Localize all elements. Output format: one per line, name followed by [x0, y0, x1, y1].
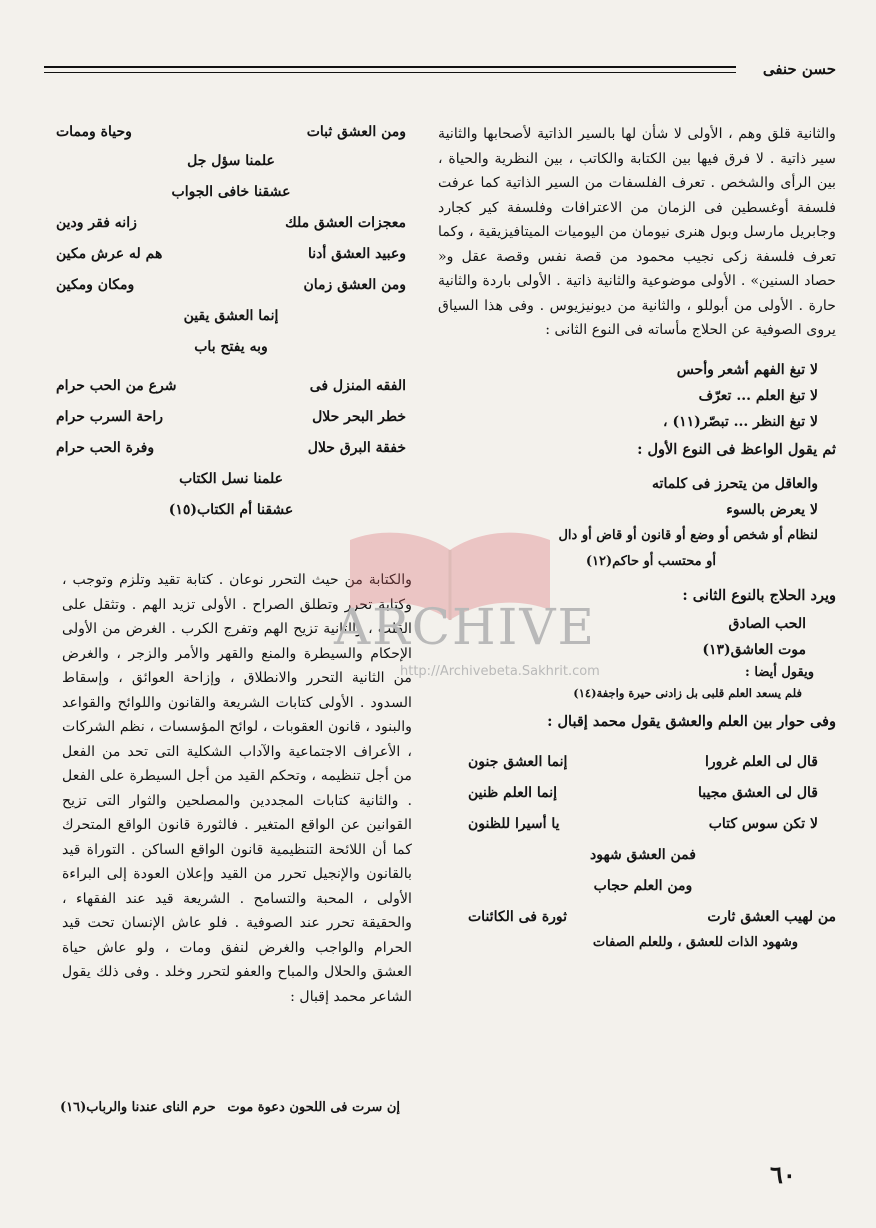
header-rule-thin — [44, 72, 736, 73]
poem-center-line: فمن العشق شهود — [590, 846, 696, 863]
verse-line: لنظام أو شخص أو وضع أو قانون أو قاض أو دال — [558, 527, 818, 543]
poem-hemistich: لا تكن سوس كتاب — [708, 815, 818, 832]
verse-line: لا تبغ الفهم أشعر وأحس — [676, 361, 818, 378]
poem-hemistich: شرع من الحب حرام — [56, 378, 177, 394]
poem-hemistich: حرم الناى عندنا والرباب(١٦) — [60, 1100, 216, 1115]
poem-hemistich: خفقة البرق حلال — [307, 440, 406, 456]
poem-row — [468, 902, 836, 933]
poem-hemistich: الفقه المنزل فى — [309, 378, 406, 394]
iqbal-poem — [438, 747, 836, 953]
poem-row — [56, 402, 406, 433]
right-prose-top: والثانية قلق وهم ، الأولى لا شأن لها بالسير الذاتية لأصحابها والثانية سير ذاتية . لا فرق فيها بين الكتابة والكاتب ، بين النظرية والحياة ، بين الرأى والشخص . تعرف الفلسفات من السير الذاتية كما عرفت فلسفة أوغسطين فى الزمان من الاعترافات وفلسفة كير كجارد وجابريل مارسل وبول هنرى نيومان من اليوميات الميتافيزيقية ، وكما تعرف فلسفة زكى نجيب محمود من قصة نفس وقصة عقل و« حصاد السنين» . الأولى موضوعية والثانية ذاتية . الأولى باردة والثانية حارة . الأولى من أبوللو ، والثانية من ديونيزيوس . وفى هذا السياق يروى الصوفية عن الحلاج مأساته فى النوع الثانى : — [438, 126, 836, 338]
poem-last-line: وشهود الذات للعشق ، وللعلم الصفات — [592, 934, 798, 950]
bottom-verse — [60, 1100, 400, 1115]
verse-block-1 — [438, 357, 836, 435]
poem-hemistich: زانه فقر ودين — [56, 215, 137, 231]
poem-hemistich: خطر البحر حلال — [312, 409, 406, 425]
poem-hemistich: إنما العلم ظنين — [468, 784, 558, 801]
watermark-url: http://Archivebeta.Sakhrit.com — [400, 664, 600, 679]
poem-hemistich: يا أسيرا للظنون — [468, 815, 560, 832]
verse-line: لا تبغ النظر ... تبصّر(١١) ، — [663, 413, 818, 430]
poem-row — [468, 747, 818, 778]
poem-center-line: وبه يفتح باب — [194, 339, 268, 355]
poem-hemistich: وعبيد العشق أدنا — [307, 246, 406, 262]
verse-line: والعاقل من يتحرز فى كلماته — [652, 475, 818, 492]
poem-row — [56, 118, 406, 146]
also-line: ويقول أيضا : — [745, 664, 814, 680]
verse-block-2 — [438, 471, 836, 575]
watermark-word: ARCHIVE — [334, 598, 596, 656]
poem-center-line: ومن العلم حجاب — [593, 877, 693, 894]
verse-line: الحب الصادق — [728, 615, 806, 632]
poem-row — [56, 371, 406, 402]
poem-row — [56, 208, 406, 239]
verse-line: موت العاشق(١٣) — [702, 641, 806, 658]
poem-hemistich: إنما العشق جنون — [468, 753, 568, 770]
poem-hemistich: ومكان ومكين — [56, 277, 135, 293]
poem-hemistich: ومن العشق زمان — [303, 277, 406, 293]
poem-hemistich: قال لى العلم غرورا — [704, 753, 818, 770]
header-rule — [44, 66, 736, 68]
left-column — [56, 118, 406, 526]
poem-hemistich: إن سرت فى اللحون دعوة موت — [227, 1100, 400, 1115]
poem-hemistich: راحة السرب حرام — [56, 409, 164, 425]
poem-row — [56, 270, 406, 301]
poem-center-line: علمنا سؤل جل — [187, 153, 275, 169]
intro-line: ويرد الحلاج بالنوع الثانى : — [682, 586, 836, 604]
poem-hemistich: هم له عرش مكين — [56, 246, 163, 262]
poem-center-line: عشقنا خافى الجواب — [171, 184, 291, 200]
poem-hemistich: ومن العشق ثبات — [306, 124, 406, 140]
intro-line: وفى حوار بين العلم والعشق يقول محمد إقبال : — [547, 712, 836, 730]
running-head-author: حسن حنفى — [762, 60, 836, 78]
poem-hemistich: معجزات العشق ملك — [285, 215, 406, 231]
left-prose: والكتابة من حيث التحرر نوعان . كتابة تقيد وتلزم وتوجب ، وكتابة تحرر وتطلق الصراح . الأولى تزيد الهم . وتثقل على القلب ، والثانية تزيح الهم وتفرج الكرب . الغرض من الأولى الإحكام والسيطرة والمنع والقهر والأمر والزجر ، والغرض من الثانية التحرر والانطلاق ، وإزاحة العوائق ، وإسقاط السدود . الأولى كتابات الشريعة والقانون واللوائح والقواعد والبنود ، قانون العقوبات ، لوائح المؤسسات ، نظم الشركات ، الأعراف الاجتماعية والآداب الشكلية التى تحد من الفعل من أجل تنظيمه ، وتحكم القيد من أجل السيطرة على الفعل . والثانية كتابات المجددين والمصلحين والثوار التى تزيح القوانين عن الواقع المتغير . فالثورة قانون الواقع المتحرك كما أن اللائحة التنظيمية قانون الواقع الساكن . التوراة قيد بالقانون والإنجيل تحرر من القيد وإعلان العودة إلى البراءة الأولى ، المحبة والتسامح . الشريعة قيد عند الفقهاء ، والحقيقة تحرر عند الصوفية . فلو عاش الإنسان تحت قيد الحرام والواجب والغرض لنفق ومات ، ولو عاش حياة العشق والحلال والمباح والعفو لتحرر وخلد . وفى ذلك يقول الشاعر محمد إقبال : — [62, 572, 412, 1005]
poem-hemistich: وفرة الحب حرام — [56, 440, 155, 456]
poem-center-line: علمنا نسل الكتاب — [179, 471, 283, 487]
poem-hemistich: ثورة فى الكائنات — [468, 908, 568, 925]
poem-row — [56, 433, 406, 464]
poem-center-line: عشقنا أم الكتاب(١٥) — [168, 502, 294, 518]
quoted-line: فلم يسعد العلم قلبى بل زادنى حيرة واجفة(١٤) — [573, 685, 802, 700]
intro-line: ثم يقول الواعظ فى النوع الأول : — [637, 440, 836, 458]
right-column — [438, 122, 836, 953]
poem-row — [56, 239, 406, 270]
poem-row — [468, 778, 818, 809]
poem-hemistich: قال لى العشق مجيبا — [697, 784, 818, 801]
poem-hemistich: من لهيب العشق ثارت — [707, 908, 836, 925]
verse-line: لا تبغ العلم ... تعرّف — [698, 387, 818, 404]
verse-line: لا يعرض بالسوء — [726, 501, 818, 518]
page-number: ٦٠ — [770, 1160, 796, 1189]
poem-hemistich: وحياة وممات — [56, 124, 132, 140]
poem-center-line: إنما العشق يقين — [183, 308, 279, 324]
verse-line: أو محتسب أو حاكم(١٢) — [585, 553, 716, 569]
poem-row — [468, 809, 818, 840]
